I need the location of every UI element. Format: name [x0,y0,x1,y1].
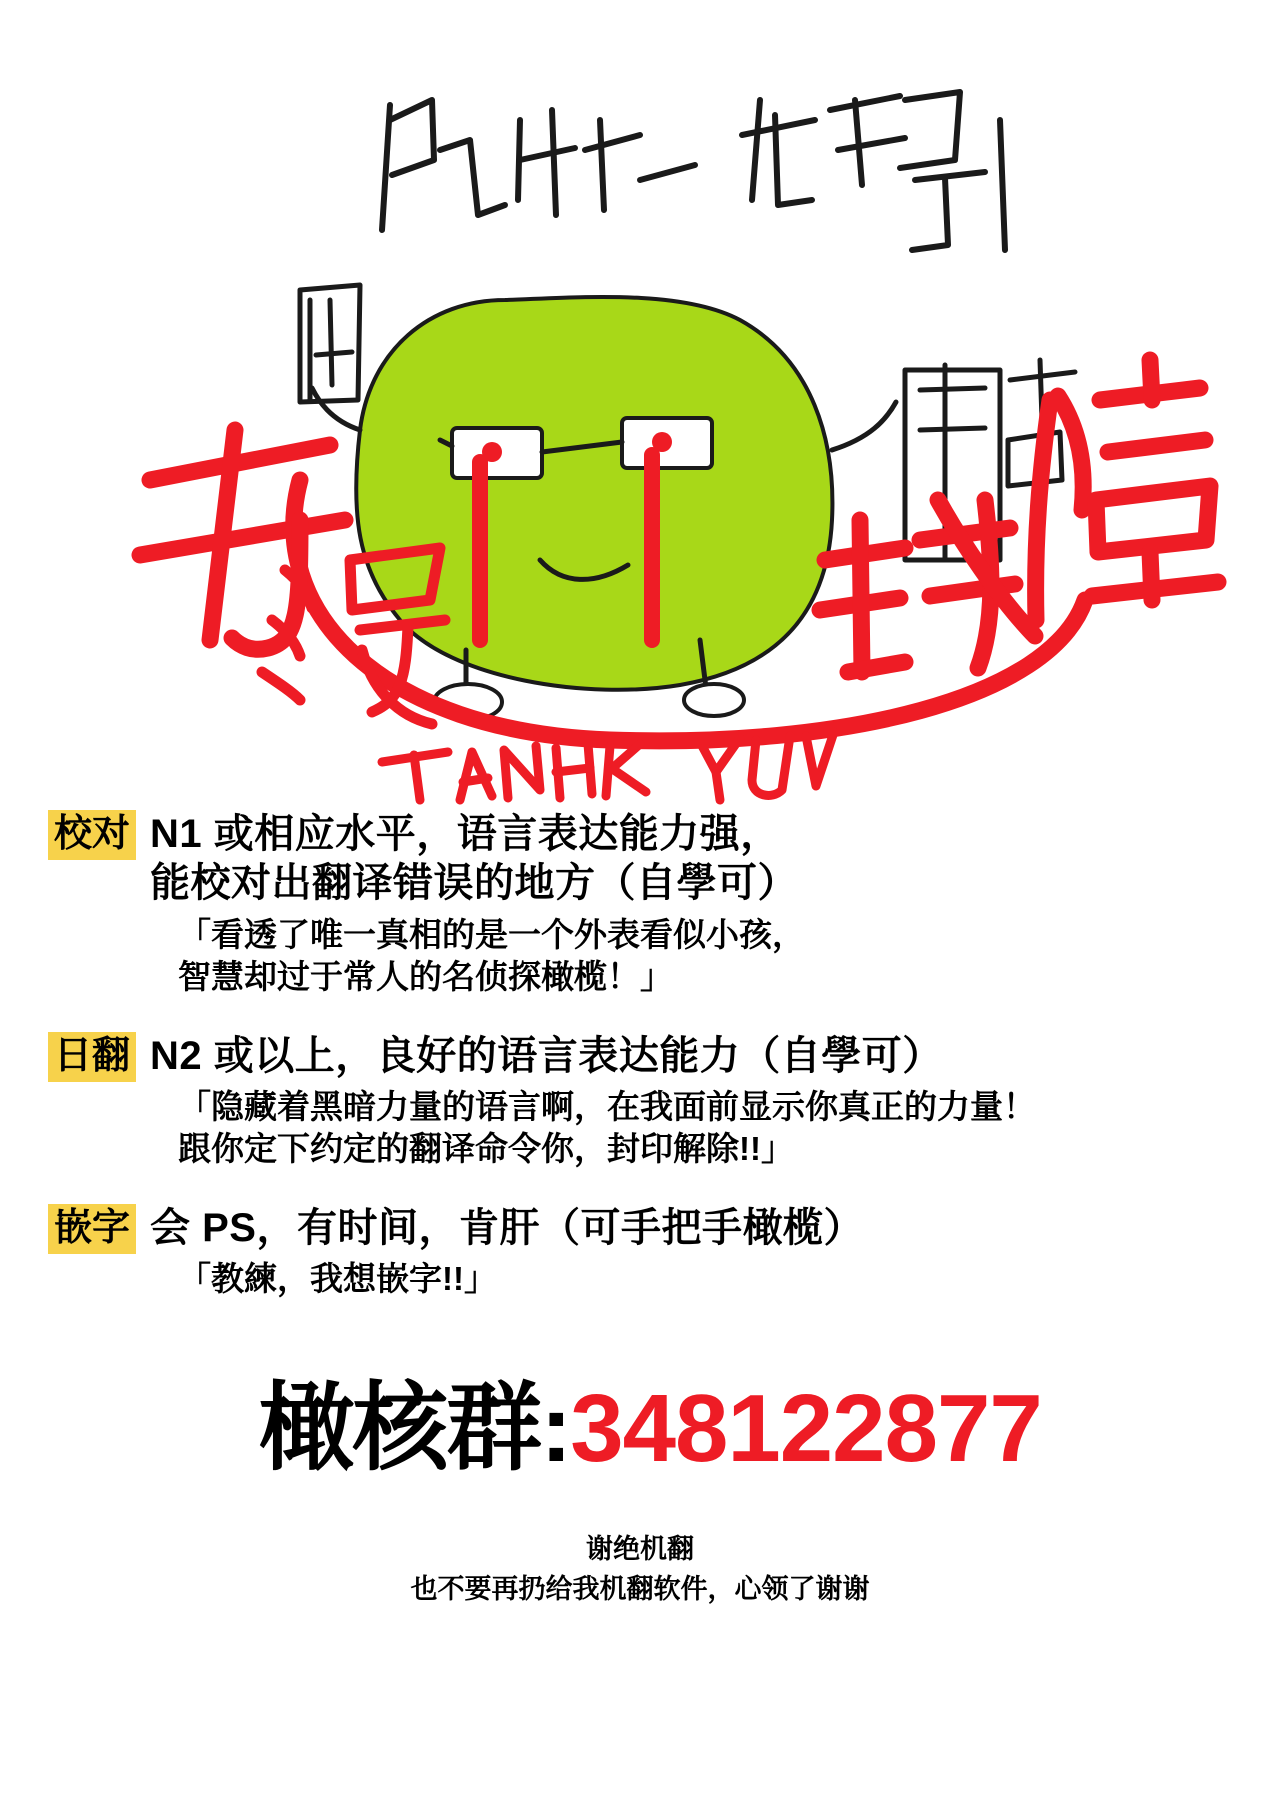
role-tag-proofreader: 校对 [48,810,136,860]
role-quote-proofreader [48,914,1240,998]
quote-line: 「隐藏着黑暗力量的语言啊，在我面前显示你真正的力量！ [178,1087,1036,1125]
qq-group-number[interactable]: 348122877 [570,1374,1042,1482]
entry-head [48,810,1240,908]
recruitment-entry-translator [0,1032,1280,1170]
qq-group-label: 橄核群: [258,1374,571,1482]
role-quote-typesetter: 「教練，我想嵌字!!」 [178,1259,497,1297]
red-word-qian [820,500,1035,672]
recruitment-entry-typesetter [0,1204,1280,1300]
quote-line: 跟你定下约定的翻译命令你，封印解除!!」 [178,1129,794,1167]
quote-line: 「看透了唯一真相的是一个外表看似小孩， [178,915,805,953]
mascot-body [356,297,832,690]
entry-head [48,1032,1240,1082]
req-line: 能校对出翻译错误的地方（自學可） [150,860,799,905]
footer-notes [0,1529,1280,1610]
poster-illustration [0,0,1280,810]
recruitment-entry-proofreader [0,810,1280,998]
role-requirement-typesetter: 会 PS，有时间，肯肝（可手把手橄榄） [150,1206,864,1251]
req-line: N1 或相应水平，语言表达能力强， [150,812,781,856]
footer-line-2: 也不要再扔给我机翻软件，心领了谢谢 [410,1574,870,1605]
left-sign-sketch [300,285,360,402]
role-tag-typesetter: 嵌字 [48,1204,136,1254]
footer-line-1: 谢绝机翻 [586,1533,694,1564]
handwritten-title [382,92,1005,250]
illustration-svg [0,0,1280,810]
qq-group-line [0,1352,1280,1489]
role-quote-translator [48,1086,1240,1170]
red-word-chang [1036,360,1218,620]
quote-line: 智慧却过于常人的名侦探橄榄！」 [178,957,673,995]
role-requirement-translator: N2 或以上，良好的语言表达能力（自學可） [150,1034,943,1079]
role-tag-translator: 日翻 [48,1032,136,1082]
entry-head [48,1204,1240,1254]
role-requirement-proofreader [150,810,798,908]
recruitment-content [0,810,1280,1610]
